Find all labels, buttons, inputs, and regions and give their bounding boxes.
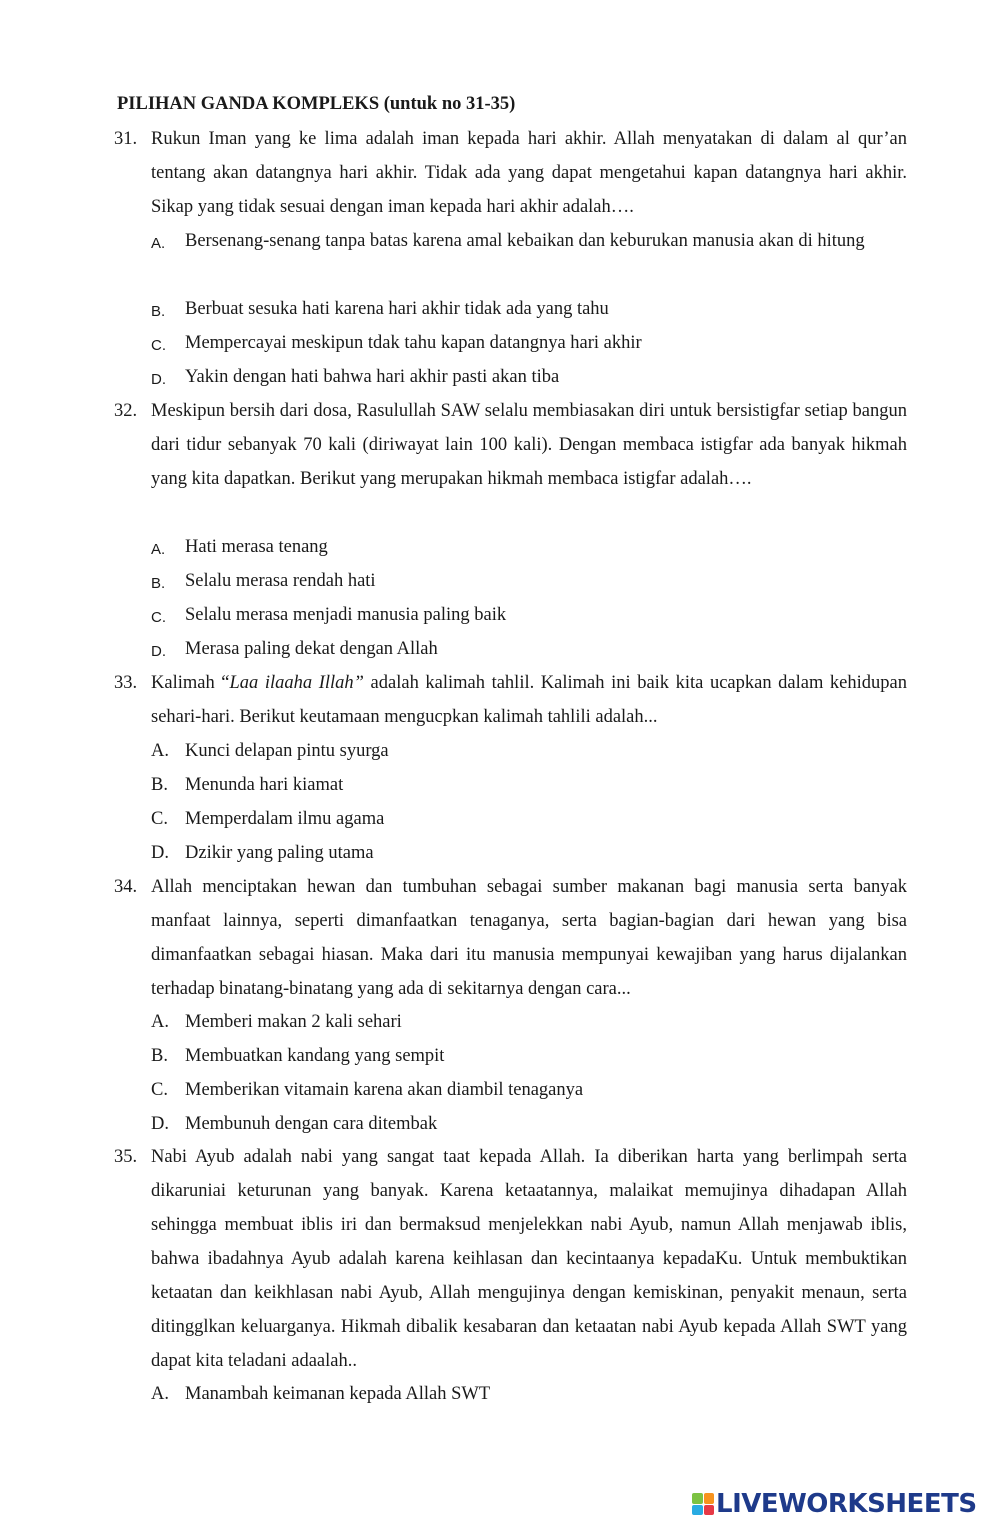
question-text: Rukun Iman yang ke lima adalah iman kepada hari akhir. Allah menyatakan di dalam al qur’an tentang akan datangnya hari akhir. Tidak ada yang dapat mengetahui kapan datangnya hari akhir. Sikap yang tidak sesuai dengan iman kepada hari akhir adalah…. bbox=[151, 129, 907, 217]
logo-square-red bbox=[704, 1505, 715, 1516]
question-text: Nabi Ayub adalah nabi yang sangat taat kepada Allah. Ia diberikan harta yang berlimpah serta dikaruniai keturunan yang banyak. Karena ketaatannya, malaikat memujinya dihadapan Allah sehingga membuat iblis iri dan bermaksud menjelekkan nabi Ayub, namun Allah menjawab iblis, bahwa ibadahnya Ayub adalah karena keihlasan dan kecintaanya kepadaKu. Untuk membuktikan ketaatan dan keikhlasan nabi Ayub, Allah mengujinya dengan kemiskinan, penyakit menaun, serta ditingglkan keluarganya. Hikmah dibalik kesabaran dan ketaatan nabi Ayub kepada Allah SWT yang dapat kita teladani adaalah.. bbox=[151, 1147, 907, 1371]
question-number: 33. bbox=[114, 673, 138, 693]
option-letter[interactable]: B. bbox=[151, 775, 168, 795]
question-text: Meskipun bersih dari dosa, Rasulullah SAW selalu membiasakan diri untuk bersistigfar setiap bangun dari tidur sebanyak 70 kali (diriwayat lain 100 kali). Dengan membaca istigfar ada banyak hikmah yang kita dapatkan. Berikut yang merupakan hikmah membaca istigfar adalah…. bbox=[151, 401, 907, 489]
question-text-part: adalah kalimah tahlil. Kalimah ini baik kita ucapkan dalam kehidupan sehari-hari. Berikut keutamaan mengucpkan kalimah tahlili adalah... bbox=[151, 673, 907, 727]
section-heading: PILIHAN GANDA KOMPLEKS (untuk no 31-35) bbox=[117, 94, 516, 114]
option-text[interactable]: Manambah keimanan kepada Allah SWT bbox=[185, 1384, 491, 1404]
option-text[interactable]: Memberikan vitamain karena akan diambil tenaganya bbox=[185, 1080, 584, 1100]
option-letter[interactable]: D. bbox=[151, 1114, 169, 1134]
question-text bbox=[151, 666, 907, 734]
liveworksheets-logo bbox=[692, 1487, 992, 1521]
question-text: Allah menciptakan hewan dan tumbuhan sebagai sumber makanan bagi manusia serta banyak manfaat lainnya, seperti dimanfaatkan tenaganya, serta bagian-bagian dari hewan yang bisa dimanfaatkan sebagai hiasan. Maka dari itu manusia mempunyai kewajiban yang harus dijalankan terhadap binatang-binatang yang ada di sekitarnya dengan cara... bbox=[151, 877, 907, 999]
option-letter[interactable]: B. bbox=[151, 575, 166, 592]
logo-square-blue bbox=[692, 1505, 703, 1516]
option-letter[interactable]: A. bbox=[151, 741, 169, 761]
option-letter[interactable]: D. bbox=[151, 371, 166, 388]
option-text[interactable]: Membunuh dengan cara ditembak bbox=[185, 1114, 438, 1134]
option-letter[interactable]: A. bbox=[151, 541, 166, 558]
option-text[interactable]: Selalu merasa rendah hati bbox=[185, 571, 376, 591]
liveworksheets-logo-icon bbox=[692, 1493, 714, 1515]
question-number: 31. bbox=[114, 129, 138, 149]
option-text[interactable]: Yakin dengan hati bahwa hari akhir pasti akan tiba bbox=[185, 367, 560, 387]
option-text[interactable]: Memperdalam ilmu agama bbox=[185, 809, 385, 829]
question-text-part: Kalimah “ bbox=[151, 673, 230, 693]
option-text[interactable]: Memberi makan 2 kali sehari bbox=[185, 1012, 402, 1032]
option-text[interactable]: Kunci delapan pintu syurga bbox=[185, 741, 389, 761]
question-text-italic: Laa ilaaha Illah” bbox=[229, 673, 364, 693]
option-text[interactable]: Selalu merasa menjadi manusia paling baik bbox=[185, 605, 507, 625]
option-letter[interactable]: A. bbox=[151, 1384, 169, 1404]
option-letter[interactable]: C. bbox=[151, 809, 168, 829]
option-text[interactable]: Hati merasa tenang bbox=[185, 537, 328, 557]
logo-square-green bbox=[692, 1493, 703, 1504]
option-letter[interactable]: A. bbox=[151, 1012, 169, 1032]
question-number: 32. bbox=[114, 401, 138, 421]
option-text[interactable]: Berbuat sesuka hati karena hari akhir tidak ada yang tahu bbox=[185, 299, 609, 319]
option-letter[interactable]: C. bbox=[151, 609, 166, 626]
option-letter[interactable]: B. bbox=[151, 303, 166, 320]
option-letter[interactable]: D. bbox=[151, 643, 166, 660]
option-text[interactable]: Merasa paling dekat dengan Allah bbox=[185, 639, 438, 659]
option-text[interactable]: Membuatkan kandang yang sempit bbox=[185, 1046, 445, 1066]
option-letter[interactable]: A. bbox=[151, 235, 166, 252]
logo-square-orange bbox=[704, 1493, 715, 1504]
option-text[interactable]: Dzikir yang paling utama bbox=[185, 843, 374, 863]
option-text[interactable]: Bersenang-senang tanpa batas karena amal kebaikan dan keburukan manusia akan di hitung bbox=[185, 231, 865, 251]
option-letter[interactable]: C. bbox=[151, 337, 166, 354]
liveworksheets-wordmark: LIVEWORKSHEETS bbox=[716, 1489, 977, 1519]
option-letter[interactable]: B. bbox=[151, 1046, 168, 1066]
question-number: 35. bbox=[114, 1147, 138, 1167]
option-letter[interactable]: D. bbox=[151, 843, 169, 863]
option-letter[interactable]: C. bbox=[151, 1080, 168, 1100]
question-number: 34. bbox=[114, 877, 138, 897]
option-text[interactable]: Mempercayai meskipun tdak tahu kapan datangnya hari akhir bbox=[185, 333, 642, 353]
option-text[interactable]: Menunda hari kiamat bbox=[185, 775, 344, 795]
